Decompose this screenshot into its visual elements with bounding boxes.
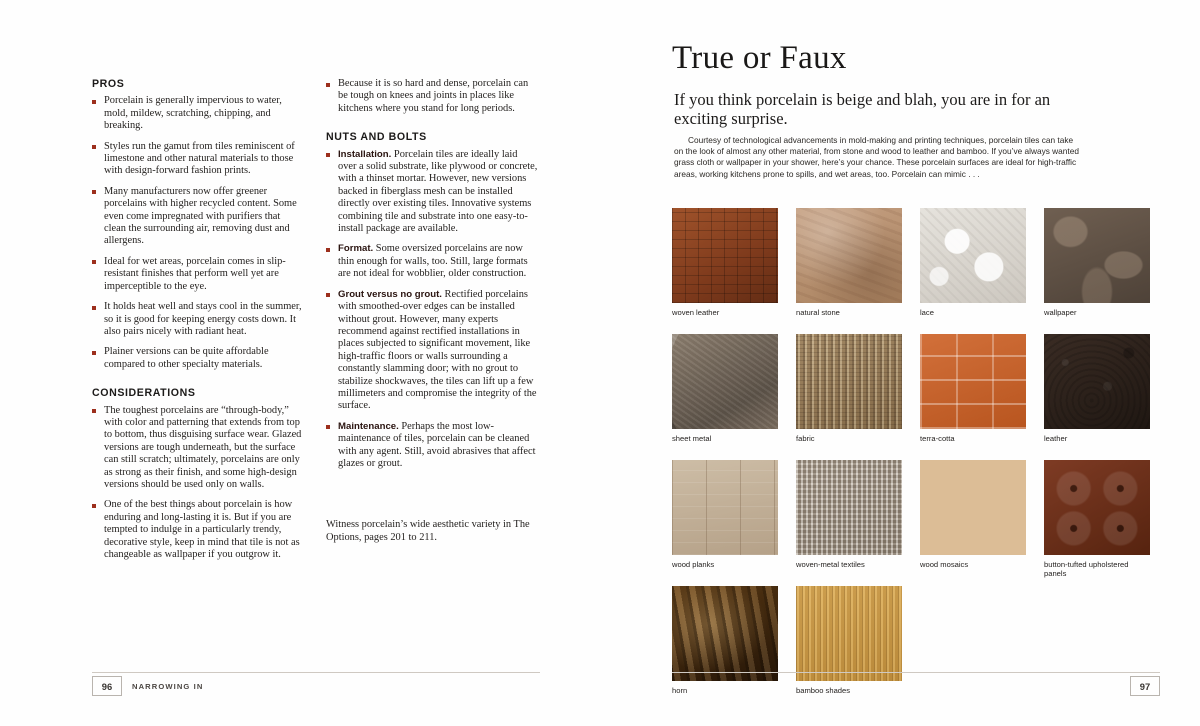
considerations-list [92,405,302,562]
list-item: Plainer versions can be quite affordable compared to other specialty materials. [92,346,302,371]
nuts-and-bolts-list [326,149,538,471]
swatch-button-tufted-upholstered-panels [1044,460,1150,555]
swatch-terra-cotta [920,334,1026,429]
list-item [326,421,538,471]
sample-cell [796,334,902,460]
list-item: One of the best things about porcelain is how enduring and long-lasting it is. But if you are tempted to indulge in a particularly trendy, decorative style, keep in mind that tile is not as changeable as wallpaper if you outgrow it. [92,499,302,561]
swatch-natural-stone [796,208,902,303]
sample-cell [672,586,778,712]
sample-caption: terra-cotta [920,434,955,443]
swatch-horn [672,586,778,681]
closing-note: Witness porcelain’s wide aesthetic variety in The Options, pages 201 to 211. [326,519,530,543]
swatch-fabric [796,334,902,429]
list-item [326,289,538,413]
page-number-left: 96 [92,676,122,696]
left-column-one [92,78,302,569]
pros-list [92,95,302,371]
sample-cell [672,208,778,334]
list-item: Styles run the gamut from tiles reminiscent of limestone and other natural materials to those with design-forward fashion prints. [92,141,302,178]
sample-cell [920,460,1026,586]
section-heading-nuts-and-bolts: NUTS AND BOLTS [326,131,427,144]
list-item-lead: Installation. [338,148,392,160]
list-item-text: Some oversized porcelains are now thin enough for walls, too. Still, large formats are not ideal for wobblier, older construction. [338,243,528,280]
swatch-wood-planks [672,460,778,555]
list-item-lead: Maintenance. [338,420,399,432]
footer-divider-left [92,672,540,673]
sample-cell [672,460,778,586]
list-item-text: Porcelain tiles are ideally laid over a solid substrate, like plywood or concrete, with a thinset mortar. However, new versions backed in fiberglass mesh can be installed directly over existing tiles. Innovative systems combining tile and substrate into one easy-to-install package are available. [338,148,538,235]
sample-cell [920,208,1026,334]
sample-cell [1044,208,1150,334]
sample-cell [920,334,1026,460]
footer-right [1130,676,1160,696]
swatch-leather [1044,334,1150,429]
list-item [326,149,538,236]
sample-cell [796,208,902,334]
sample-cell [672,334,778,460]
swatch-sheet-metal [672,334,778,429]
sample-grid [672,208,1162,712]
sample-cell [1044,334,1150,460]
sample-caption: woven leather [672,308,720,317]
list-item: Ideal for wet areas, porcelain comes in slip-resistant finishes that perform well yet are imperceptible to the eye. [92,256,302,293]
list-item: Many manufacturers now offer greener porcelains with higher recycled content. Some even come impregnated with purifiers that clean the surrounding air, removing dust and allergens. [92,186,302,248]
sample-caption: wood planks [672,560,715,569]
list-item [326,243,538,280]
right-page [600,0,1200,726]
sample-caption: wood mosaics [920,560,969,569]
sample-caption: sheet metal [672,434,712,443]
list-item-text: Perhaps the most low-maintenance of tiles, porcelain can be cleaned with any agent. Still, avoid abrasives that affect glazes or grout. [338,420,536,469]
list-item: Porcelain is generally impervious to water, mold, mildew, scratching, chipping, and breaking. [92,95,302,132]
footer-divider-right [672,672,1160,673]
sample-caption: fabric [796,434,815,443]
carryover-list [326,78,538,115]
sample-caption: bamboo shades [796,686,851,695]
swatch-wallpaper [1044,208,1150,303]
page-number-right: 97 [1130,676,1160,696]
list-item-lead: Format. [338,243,374,255]
swatch-bamboo-shades [796,586,902,681]
sample-cell [796,460,902,586]
swatch-woven-leather [672,208,778,303]
list-item: Because it is so hard and dense, porcelain can be tough on knees and joints in places like kitchens where you stand for long periods. [326,78,538,115]
intro-paragraph: Courtesy of technological advancements in mold-making and printing techniques, porcelain tiles can take on the look of almost any other material, from stone and wood to leather and bamboo. If you’ve always wanted grass cloth or wallpaper in your shower, here’s your chance. These porcelain surfaces are ideal for high-traffic areas, working kitchens prone to spills, and wet areas, too. Porcelain can mimic . . . [674,135,1079,179]
sample-cell [1044,460,1150,586]
list-item: It holds heat well and stays cool in the summer, so it is good for keeping energy costs down. It also pairs nicely with radiant heat. [92,301,302,338]
sample-caption: horn [672,686,688,695]
page-title: True or Faux [672,40,847,76]
list-item-text: Rectified porcelains with smoothed-over edges can be installed without grout. However, many experts recommend against rectified installations in places subjected to significant movement, like high-traffic floors or walls surrounding a constantly slamming door; with no grout to stabilize shockwaves, the tiles can lift up a few millimeters and compromise the integrity of the surface. [338,288,537,412]
footer-left [92,676,203,696]
left-column-two [326,78,538,478]
sample-caption: natural stone [796,308,840,317]
sample-caption: leather [1044,434,1068,443]
section-heading-considerations: CONSIDERATIONS [92,387,196,400]
sample-caption: woven-metal textiles [796,560,865,569]
sample-caption: wallpaper [1044,308,1077,317]
swatch-woven-metal-textiles [796,460,902,555]
list-item-lead: Grout versus no grout. [338,288,442,300]
sample-caption: lace [920,308,934,317]
swatch-lace [920,208,1026,303]
page-deck: If you think porcelain is beige and blah, you are in for an exciting surprise. [674,90,1051,128]
running-head: NARROWING IN [132,681,204,691]
list-item: The toughest porcelains are “through-body,” with color and patterning that extends from top to bottom, thus disguising surface wear. Glazed versions are tough underneath, but the surface can still scratch; ultimately, porcelains are only as strong as their finish, and some high-design versions should be used only on walls. [92,405,302,492]
section-heading-pros: PROS [92,78,125,90]
sample-caption: button-tufted upholstered panels [1044,560,1129,578]
swatch-wood-mosaics [920,460,1026,555]
sample-cell [796,586,902,712]
